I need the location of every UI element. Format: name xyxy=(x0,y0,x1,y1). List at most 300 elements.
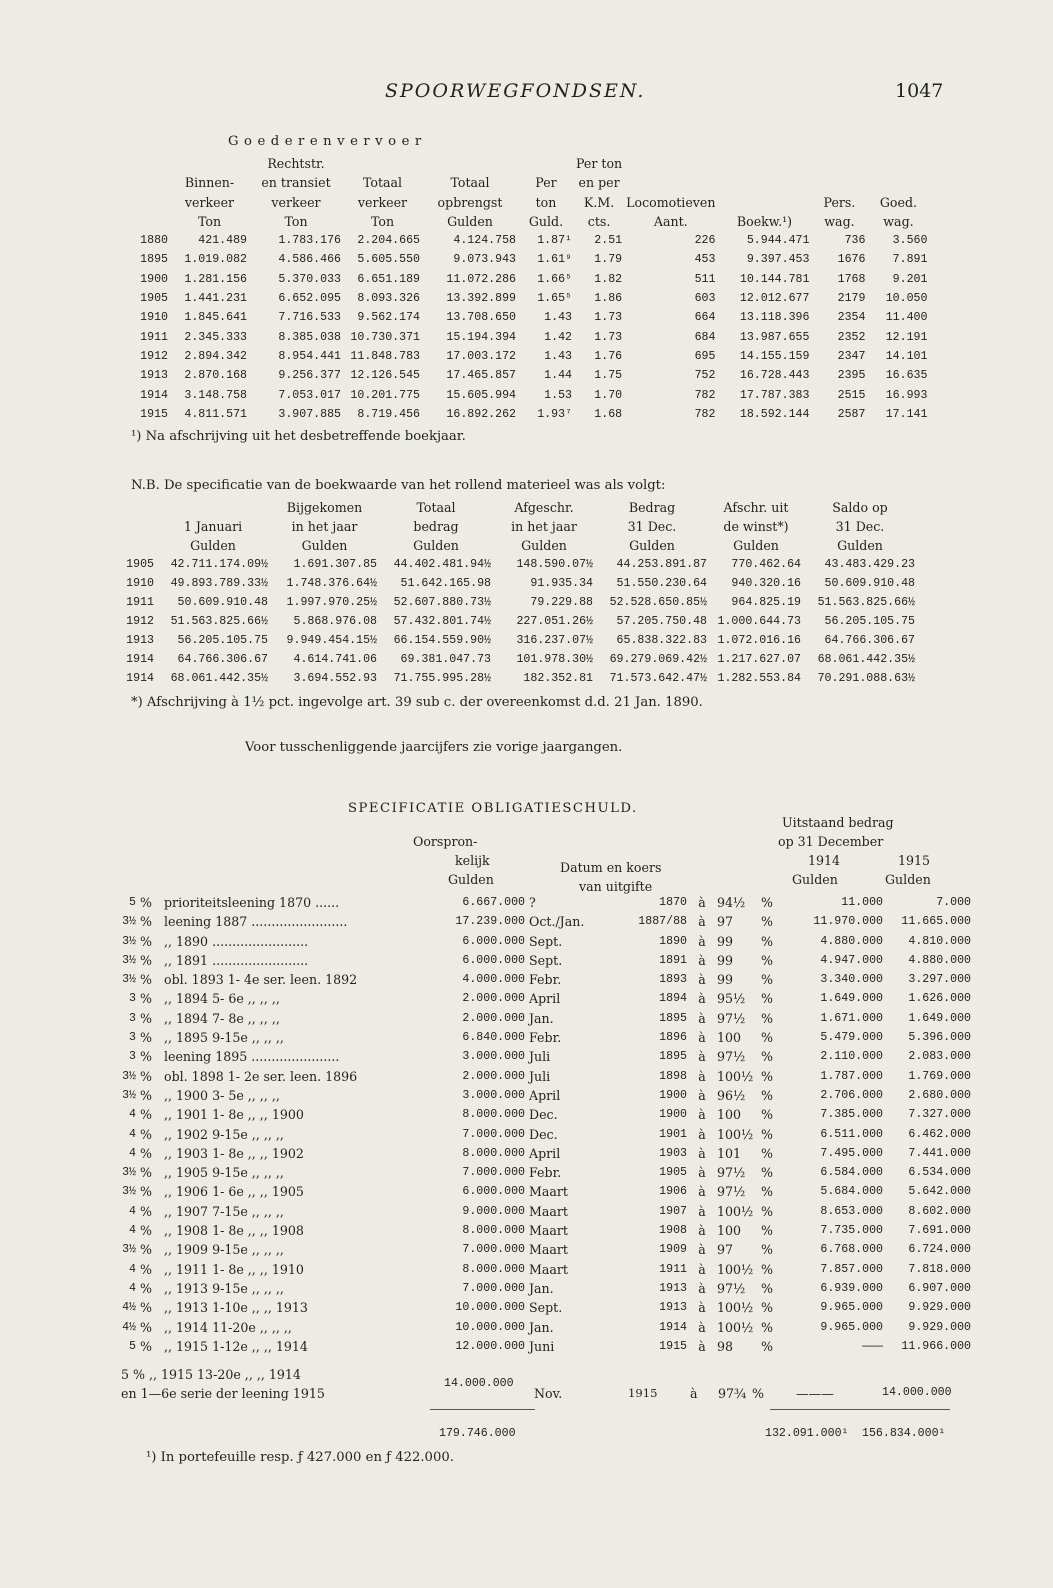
rolling-header-cell xyxy=(112,498,156,517)
bond-cell: % xyxy=(761,1049,773,1065)
goods-header-cell: opbrengst xyxy=(437,194,503,210)
goods-value: 10.050 xyxy=(885,292,928,306)
bond-cell: obl. 1893 1- 4e ser. leen. 1892 xyxy=(164,972,358,988)
bond-row xyxy=(112,1009,973,1028)
bond-cell: 4.810.000 xyxy=(908,934,971,948)
goods-header-row xyxy=(108,193,929,212)
goods-value: 603 xyxy=(694,292,716,306)
rolling-value: 1.072.016.16 xyxy=(717,634,801,647)
rolling-value: 66.154.559.90½ xyxy=(393,634,491,647)
bond-cell: % xyxy=(761,1145,773,1161)
goods-value: 2.204.665 xyxy=(357,234,420,248)
goods-value: 7.053.017 xyxy=(278,388,341,402)
bond-row xyxy=(112,1221,973,1240)
goods-header-cell: Ton xyxy=(370,213,395,229)
bond-cell: à xyxy=(698,1280,706,1296)
rolling-header-cell: 1 Januari xyxy=(183,519,243,534)
rolling-value: 3.694.552.93 xyxy=(293,672,377,685)
bond-cell: Juli xyxy=(529,1049,551,1065)
goods-value: 2395 xyxy=(837,369,866,383)
goods-value: 10.201.775 xyxy=(350,388,420,402)
bond-cell: Dec. xyxy=(529,1126,558,1142)
rolling-value: 91.935.34 xyxy=(530,577,593,590)
goods-year: 1911 xyxy=(140,330,168,344)
bond-row xyxy=(112,912,973,931)
goods-row xyxy=(108,366,929,385)
bond-cell: % xyxy=(140,895,152,910)
bond-cell: 7.691.000 xyxy=(908,1224,971,1238)
bond-cell: % xyxy=(140,1030,152,1046)
goods-value: 17.465.857 xyxy=(446,369,516,383)
bond-cell: 3.000.000 xyxy=(462,1050,525,1064)
bond-cell: 12.000.000 xyxy=(455,1339,525,1353)
rolling-value: 71.573.642.47½ xyxy=(609,672,707,685)
goods-header-cell: Ton xyxy=(197,213,222,229)
bond-row xyxy=(112,970,973,989)
bond-cell: ,, 1909 9-15e ,, ,, ,, xyxy=(164,1242,284,1258)
bond-cell: % xyxy=(761,1126,773,1142)
bond-cell: % xyxy=(761,1203,773,1219)
bond-cell: % xyxy=(140,1242,152,1258)
rolling-value: 69.279.069.42½ xyxy=(609,653,707,666)
bond-cell: 4 xyxy=(129,1262,136,1276)
bonds-title: SPECIFICATIE OBLIGATIESCHULD. xyxy=(348,801,638,816)
bond-cell: 4 xyxy=(129,1281,136,1295)
bond-cell: 1909 xyxy=(659,1243,687,1257)
goods-value: 17.003.172 xyxy=(446,349,516,363)
bond-cell: à xyxy=(698,1184,706,1200)
bond-row xyxy=(112,1086,973,1105)
bond-cell: % xyxy=(761,1068,773,1084)
rolling-header-cell: Gulden xyxy=(301,538,348,553)
bond-cell: 7.857.000 xyxy=(820,1262,883,1276)
goods-header-cell xyxy=(811,173,867,192)
goods-header-row xyxy=(108,212,929,231)
rolling-value: 227.051.26½ xyxy=(516,615,593,628)
rolling-row xyxy=(112,612,917,631)
bond-cell: à xyxy=(698,1087,706,1103)
bond-cell: % xyxy=(761,1223,773,1239)
bond-row xyxy=(112,1047,973,1066)
bond-cell: 7.735.000 xyxy=(820,1224,883,1238)
bond-cell: 2.000.000 xyxy=(462,1069,525,1083)
bond-cell: leening 1895 ...................... xyxy=(164,1049,340,1065)
bond-cell: % xyxy=(761,1030,773,1046)
bond-cell: 6.511.000 xyxy=(820,1127,883,1141)
goods-value: 2.870.168 xyxy=(184,369,247,383)
rolling-header-cell: Bijgekomen xyxy=(286,500,363,515)
bond-cell: 1901 xyxy=(659,1127,687,1141)
goods-value: 1.79 xyxy=(594,253,623,267)
goods-header-cell: Aant. xyxy=(653,213,688,229)
rolling-header-row xyxy=(112,517,917,536)
goods-value: 1.87¹ xyxy=(537,234,572,248)
bond-cell: 1905 xyxy=(659,1166,687,1180)
bond-cell: 1870 xyxy=(659,896,687,909)
rolling-value: 148.590.07½ xyxy=(516,558,593,571)
bond-cell: 4.947.000 xyxy=(820,953,883,967)
goods-header-cell: wag. xyxy=(824,213,855,229)
goods-value: 13.987.655 xyxy=(739,330,810,344)
rolling-header-cell: 31 Dec. xyxy=(627,519,677,534)
goods-header-cell xyxy=(108,173,170,192)
goods-value: 1.281.156 xyxy=(184,272,247,286)
rolling-header-row xyxy=(112,498,917,517)
bond-cell: ,, 1914 11-20e ,, ,, ,, xyxy=(164,1319,292,1335)
bonds-hdr-1915: 1915 xyxy=(898,853,931,868)
bond-cell: 97 xyxy=(717,1242,734,1258)
goods-header-cell: Boekw.¹) xyxy=(736,213,793,229)
rolling-header-cell: Gulden xyxy=(629,538,675,553)
goods-value: 2354 xyxy=(837,311,866,325)
bond-cell: ,, 1908 1- 8e ,, ,, 1908 xyxy=(164,1223,304,1239)
rolling-value: 68.061.442.35½ xyxy=(170,672,268,685)
bond-cell: 94½ xyxy=(717,895,746,910)
bond-cell: 1908 xyxy=(659,1224,687,1238)
bond-cell: 1900 xyxy=(659,1108,687,1122)
goods-value: 10.144.781 xyxy=(739,272,810,286)
goods-value: 9.073.943 xyxy=(453,253,516,267)
bond-cell: à xyxy=(698,1030,706,1046)
bond-cell: Febr. xyxy=(529,972,562,988)
goods-value: 10.730.371 xyxy=(350,330,420,344)
bond-cell: 4½ xyxy=(122,1301,136,1315)
bonds-hdr-orig2: kelijk xyxy=(455,853,490,868)
goods-value: 5.605.550 xyxy=(357,253,420,267)
goods-value: 8.719.456 xyxy=(357,407,420,421)
bond-cell: 99 xyxy=(717,952,734,968)
bond-cell: Sept. xyxy=(529,952,563,968)
goods-value: 1768 xyxy=(837,272,866,286)
bond-cell: Maart xyxy=(529,1203,568,1219)
bond-cell: ,, 1913 9-15e ,, ,, ,, xyxy=(164,1280,284,1296)
bond-cell: ? xyxy=(529,895,536,910)
bond-cell: % xyxy=(140,1261,152,1277)
goods-header-cell: ton xyxy=(535,194,557,210)
goods-header-cell xyxy=(717,154,811,173)
bond-cell: 1914 xyxy=(659,1320,687,1334)
bond-row xyxy=(112,1144,973,1163)
bond-cell: ,, 1903 1- 8e ,, ,, 1902 xyxy=(164,1145,304,1161)
goods-header-cell xyxy=(811,154,867,173)
bond-cell: à xyxy=(698,972,706,988)
rolling-year: 1914 xyxy=(126,672,154,685)
bond-cell: 1.671.000 xyxy=(820,1011,883,1025)
bond-cell: 1896 xyxy=(659,1031,687,1045)
goods-row xyxy=(108,289,929,308)
bond-cell: % xyxy=(761,1261,773,1277)
goods-year: 1880 xyxy=(140,234,168,248)
rolling-value: 64.766.306.67 xyxy=(824,634,915,647)
goods-value: 1.61⁹ xyxy=(537,253,572,267)
bond-cell: 7.000 xyxy=(936,896,971,909)
bond-cell: leening 1887 ........................ xyxy=(164,914,348,930)
rolling-value: 1.217.627.07 xyxy=(717,653,801,666)
bond-cell: 6.667.000 xyxy=(462,896,525,909)
goods-value: 453 xyxy=(694,253,716,267)
bond-cell: % xyxy=(761,1300,773,1316)
goods-value: 2587 xyxy=(837,407,866,421)
bond-cell: April xyxy=(529,1145,561,1161)
bonds-total-1915: 156.834.000¹ xyxy=(862,1427,946,1440)
goods-value: 2515 xyxy=(837,388,866,402)
bond-cell: 8.000.000 xyxy=(462,1224,525,1238)
bond-cell: 1.787.000 xyxy=(820,1069,883,1083)
goods-year: 1913 xyxy=(140,369,168,383)
bond-cell: ,, 1913 1-10e ,, ,, 1913 xyxy=(164,1300,308,1316)
goods-row xyxy=(108,328,929,347)
bond-cell: % xyxy=(140,952,152,968)
goods-value: 695 xyxy=(694,349,716,363)
bond-cell: 100½ xyxy=(717,1126,754,1142)
bond-cell: 1895 xyxy=(659,1011,687,1025)
bond-cell: % xyxy=(761,972,773,988)
bond-cell: à xyxy=(698,1338,706,1354)
bond-cell: % xyxy=(761,952,773,968)
goods-value: 13.392.899 xyxy=(446,292,516,306)
rolling-value: 56.205.105.75 xyxy=(177,634,268,647)
goods-value: 14.155.159 xyxy=(739,349,810,363)
goods-row xyxy=(108,386,929,405)
bond-cell: 3½ xyxy=(122,1088,136,1102)
bond-cell: 5.684.000 xyxy=(820,1185,883,1199)
bonds-last-year: 1915 xyxy=(628,1386,658,1400)
bond-cell: 97½ xyxy=(717,1049,746,1065)
bond-cell: ,, 1901 1- 8e ,, ,, 1900 xyxy=(164,1107,304,1123)
bond-cell: 101 xyxy=(717,1145,742,1161)
goods-header-cell: verkeer xyxy=(184,194,235,210)
goods-year: 1910 xyxy=(140,311,168,325)
bond-cell: 1911 xyxy=(659,1262,687,1276)
goods-value: 12.191 xyxy=(885,330,928,344)
rolling-footnote: *) Afschrijving à 1½ pct. ingevolge art. 39 sub c. der overeenkomst d.d. 21 Jan. 1890. xyxy=(131,695,703,710)
bond-cell: % xyxy=(140,1165,152,1181)
rolling-row xyxy=(112,650,917,669)
goods-value: 1.75 xyxy=(594,369,623,383)
bond-cell: ,, 1911 1- 8e ,, ,, 1910 xyxy=(164,1261,304,1277)
bond-row xyxy=(112,1028,973,1047)
goods-year: 1905 xyxy=(140,292,168,306)
page-number: 1047 xyxy=(895,80,944,102)
bond-cell: 3 xyxy=(129,992,136,1006)
bond-cell: Maart xyxy=(529,1223,568,1239)
rolling-value: 4.614.741.06 xyxy=(293,653,377,666)
bonds-last-1915: 14.000.000 xyxy=(882,1386,952,1399)
bond-cell: % xyxy=(140,1010,152,1026)
rolling-header-cell: Bedrag xyxy=(628,500,676,515)
bond-cell: 7.000.000 xyxy=(462,1166,525,1180)
bond-cell: % xyxy=(140,991,152,1007)
goods-value: 1.93⁷ xyxy=(537,407,572,421)
bond-row xyxy=(112,1337,973,1356)
rolling-header-cell: in het jaar xyxy=(291,519,358,534)
goods-value: 3.907.885 xyxy=(278,407,341,421)
goods-header-cell: en transiet xyxy=(261,175,331,191)
bond-cell: ,, 1900 3- 5e ,, ,, ,, xyxy=(164,1087,280,1103)
bond-cell: à xyxy=(698,1261,706,1277)
bond-cell: 5.479.000 xyxy=(820,1031,883,1045)
bond-cell: 1.769.000 xyxy=(908,1069,971,1083)
goods-header-cell xyxy=(717,173,811,192)
goods-value: 6.651.189 xyxy=(357,272,420,286)
bond-cell: à xyxy=(698,914,706,930)
goods-value: 1.44 xyxy=(544,369,572,383)
goods-header-cell: Guld. xyxy=(528,213,564,229)
rolling-header-cell: Totaal xyxy=(416,500,456,515)
goods-value: 1676 xyxy=(837,253,866,267)
bond-cell: % xyxy=(140,1126,152,1142)
rolling-value: 51.563.825.66½ xyxy=(817,596,915,609)
rolling-value: 51.642.165.98 xyxy=(400,577,491,590)
bond-cell: 9.965.000 xyxy=(820,1301,883,1315)
bond-cell: Maart xyxy=(529,1242,568,1258)
bond-cell: 2.083.000 xyxy=(908,1050,971,1064)
rolling-value: 964.825.19 xyxy=(731,596,801,609)
bond-cell: 1907 xyxy=(659,1204,687,1218)
bond-row xyxy=(112,1279,973,1298)
goods-header-row xyxy=(108,154,929,173)
rolling-header-cell: Afgeschr. xyxy=(514,500,574,515)
bond-cell: 8.000.000 xyxy=(462,1146,525,1160)
bond-cell: 4.880.000 xyxy=(820,934,883,948)
bond-cell: 4 xyxy=(129,1127,136,1141)
goods-value: 4.586.466 xyxy=(278,253,341,267)
goods-value: 8.093.326 xyxy=(357,292,420,306)
bond-cell: 6.724.000 xyxy=(908,1243,971,1257)
bond-cell: % xyxy=(140,1145,152,1161)
bond-cell: 11.970.000 xyxy=(813,915,883,929)
goods-row xyxy=(108,250,929,269)
rolling-value: 69.381.047.73 xyxy=(400,653,491,666)
bond-cell: 7.327.000 xyxy=(908,1108,971,1122)
bond-cell: Jan. xyxy=(529,1280,554,1296)
rolling-row xyxy=(112,631,917,650)
rolling-value: 68.061.442.35½ xyxy=(817,653,915,666)
bond-cell: % xyxy=(761,1280,773,1296)
bond-cell: 7.818.000 xyxy=(908,1262,971,1276)
goods-value: 2347 xyxy=(837,349,866,363)
bond-cell: ,, 1891 ........................ xyxy=(164,952,309,968)
goods-year: 1914 xyxy=(140,388,168,402)
bond-cell: 6.584.000 xyxy=(820,1166,883,1180)
goods-value: 7.716.533 xyxy=(278,311,341,325)
goods-value: 1.441.231 xyxy=(184,292,247,306)
goods-value: 1.43 xyxy=(544,349,572,363)
goods-value: 226 xyxy=(694,234,716,248)
goods-value: 2.51 xyxy=(594,234,623,248)
bond-cell: 8.000.000 xyxy=(462,1108,525,1122)
rolling-year: 1905 xyxy=(126,558,154,571)
bond-cell: 2.000.000 xyxy=(462,992,525,1006)
bond-cell: 6.907.000 xyxy=(908,1281,971,1295)
goods-value: 1.845.641 xyxy=(184,311,247,325)
bond-cell: 3½ xyxy=(122,973,136,987)
bond-cell: Oct./Jan. xyxy=(529,914,585,930)
goods-header-cell: Ton xyxy=(284,213,308,229)
bond-cell: 2.110.000 xyxy=(820,1050,883,1064)
goods-header-cell: K.M. xyxy=(583,194,615,210)
bond-cell: à xyxy=(698,1319,706,1335)
goods-value: 684 xyxy=(694,330,716,344)
goods-value: 511 xyxy=(694,272,716,286)
goods-value: 1.73 xyxy=(594,330,623,344)
bond-cell: 10.000.000 xyxy=(455,1301,525,1315)
goods-footnote: ¹) Na afschrijving uit het desbetreffende boekjaar. xyxy=(131,429,466,444)
goods-header-cell: Per xyxy=(535,175,557,191)
bond-cell: 97½ xyxy=(717,1184,746,1200)
goods-header-cell: Totaal xyxy=(450,175,490,191)
bond-cell: 1.649.000 xyxy=(820,992,883,1006)
bond-cell: 96½ xyxy=(717,1087,746,1103)
goods-header-cell: cts. xyxy=(587,213,611,229)
bond-cell: % xyxy=(761,1338,773,1354)
rolling-header-cell: Gulden xyxy=(190,538,236,553)
bond-cell: 6.840.000 xyxy=(462,1031,525,1045)
goods-value: 2352 xyxy=(837,330,866,344)
goods-value: 3.148.758 xyxy=(184,388,247,402)
bond-cell: obl. 1898 1- 2e ser. leen. 1896 xyxy=(164,1068,358,1084)
goods-header-cell xyxy=(867,173,929,192)
bond-cell: 4.880.000 xyxy=(908,953,971,967)
goods-value: 16.892.262 xyxy=(446,407,516,421)
rolling-value: 52.528.650.85½ xyxy=(609,596,707,609)
goods-row xyxy=(108,231,929,250)
bond-cell: % xyxy=(140,1300,152,1316)
goods-value: 1.019.082 xyxy=(184,253,247,267)
rolling-value: 1.000.644.73 xyxy=(717,615,801,628)
rolling-year: 1913 xyxy=(126,634,154,647)
goods-value: 14.101 xyxy=(885,349,928,363)
bond-cell: 9.929.000 xyxy=(908,1301,971,1315)
bond-cell: prioriteitsleening 1870 ...... xyxy=(164,895,340,910)
bond-cell: 98 xyxy=(717,1338,734,1354)
rolling-value: 57.205.750.48 xyxy=(616,615,707,628)
bond-cell: 99 xyxy=(717,933,734,949)
bond-cell: à xyxy=(698,895,706,910)
bond-cell: Juni xyxy=(529,1338,555,1354)
rolling-header-cell: Gulden xyxy=(733,538,779,553)
bonds-total-1914: 132.091.000¹ xyxy=(765,1427,849,1440)
bond-cell: Dec. xyxy=(529,1107,558,1123)
goods-value: 1.76 xyxy=(594,349,623,363)
rolling-year: 1914 xyxy=(126,653,154,666)
bonds-last-line2: en 1—6e serie der leening 1915 xyxy=(121,1386,325,1401)
bonds-footnote: ¹) In portefeuille resp. ƒ 427.000 en ƒ 422.000. xyxy=(146,1450,454,1465)
bond-cell: à xyxy=(698,1049,706,1065)
rolling-remark: Voor tusschenliggende jaarcijfers zie vorige jaargangen. xyxy=(245,740,623,755)
bond-cell: ,, 1902 9-15e ,, ,, ,, xyxy=(164,1126,284,1142)
goods-value: 2.345.333 xyxy=(184,330,247,344)
goods-value: 13.118.396 xyxy=(739,311,810,325)
bond-cell: 7.495.000 xyxy=(820,1146,883,1160)
bond-cell: 6.768.000 xyxy=(820,1243,883,1257)
bond-cell: 95½ xyxy=(717,991,746,1007)
bond-cell: 2.680.000 xyxy=(908,1088,971,1102)
goods-value: 1.783.176 xyxy=(278,234,341,248)
bond-cell: Jan. xyxy=(529,1319,554,1335)
bond-cell: 4 xyxy=(129,1146,136,1160)
goods-header-cell xyxy=(422,154,518,173)
bond-cell: April xyxy=(529,1087,561,1103)
bond-cell: 100 xyxy=(717,1107,742,1123)
bond-cell: 3½ xyxy=(122,1069,136,1083)
bond-cell: % xyxy=(140,1338,152,1354)
bond-cell: à xyxy=(698,1165,706,1181)
bond-cell: à xyxy=(698,1242,706,1258)
bonds-hdr-orig1: Oorspron- xyxy=(413,834,478,849)
bond-cell: % xyxy=(761,991,773,1007)
goods-header-cell xyxy=(518,154,574,173)
